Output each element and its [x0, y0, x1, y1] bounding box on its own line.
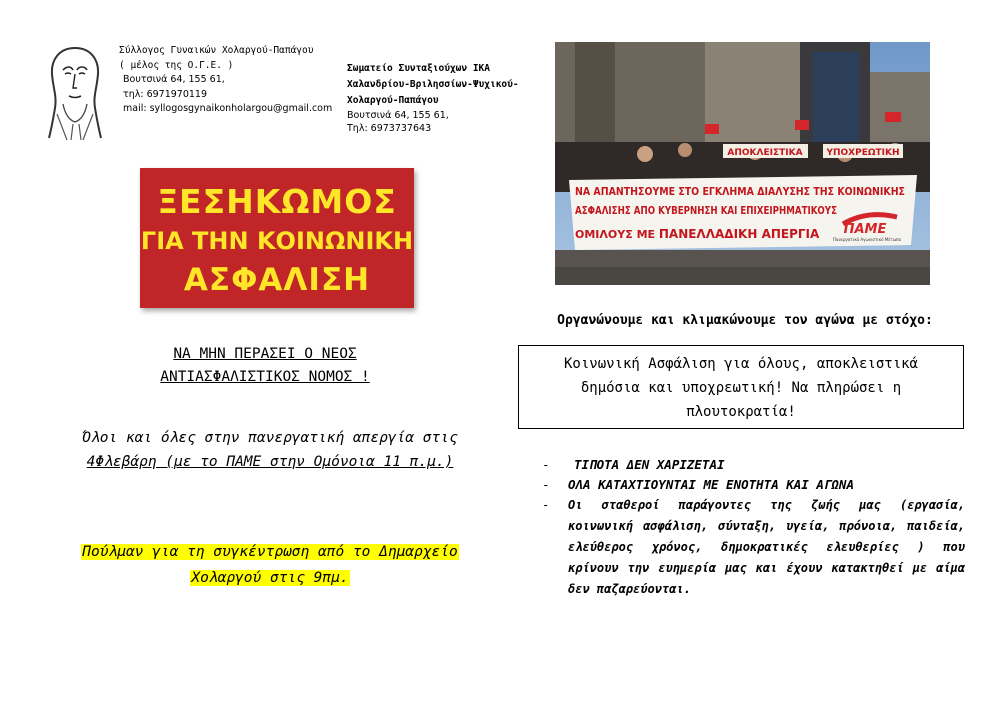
club1-member: ( μέλος της Ο.Γ.Ε. ) — [119, 59, 234, 71]
strike-call — [40, 426, 500, 474]
bus-line2: Χολαργού στις 9πμ. — [191, 570, 349, 586]
photo-banner-line2: ΑΣΦΑΛΙΣΗΣ ΑΠΟ ΚΥΒΕΡΝΗΣΗ ΚΑΙ ΕΠΙΧΕΙΡΗΜΑΤΙΚΟΥΣ — [575, 205, 837, 217]
club2-phone: Τηλ: 6973737643 — [347, 123, 432, 134]
pame-logo: ΠΑΜΕ — [843, 222, 887, 237]
bus-line1: Πούλμαν για τη συγκέντρωση από το Δημαρχείο — [82, 544, 458, 560]
slogan-line1: ΝΑ ΜΗΝ ΠΕΡΑΣΕΙ Ο ΝΕΟΣ — [173, 346, 357, 362]
list-item: - Οι σταθεροί παράγοντες της ζωής μας (εργασία, κοινωνική ασφάλιση, σύνταξη, υγεία, πρόνοια, παιδεία, ελεύθερος χρόνος, δημοκρατικές ελευθερίες ) που κρίνουν την ευημερία μας και έχουν κατακτηθεί με αίμα δεν παζαρεύονται. — [542, 498, 965, 596]
photo-banner-line3: ΟΜΙΛΟΥΣ ΜΕ ΠΑΝΕΛΛΑΔΙΚΗ ΑΠΕΡΓΙΑ — [575, 227, 820, 241]
goal-box — [518, 345, 964, 429]
pame-logo-subtitle: Πανεργατικό Αγωνιστικό Μέτωπο — [832, 237, 902, 242]
pensioners-union-header — [347, 61, 519, 135]
bus-notice — [40, 539, 500, 591]
club1-address: Βουτσινά 64, 155 61, — [123, 74, 225, 85]
photo-top-banner: ΑΠΟΚΛΕΙΣΤΙΚΑ — [727, 148, 803, 158]
club2-line2: Χαλανδρίου-Βριλησσίων-Ψυχικού- — [347, 79, 519, 90]
goal-intro: Οργανώνουμε και κλιμακώνουμε τον αγώνα με στόχο: — [557, 313, 933, 328]
list-item: - ΟΛΑ ΚΑΤΑΧΤΙΟΥΝΤΑΙ ΜΕ ΕΝΟΤΗΤΑ ΚΑΙ ΑΓΩΝΑ — [542, 477, 854, 492]
goal-line2: δημόσια και υποχρεωτική! Να πληρώσει η — [580, 380, 902, 396]
club1-email: mail: syllogosgynaikonholargou@gmail.com — [123, 103, 333, 114]
bullet-list — [540, 455, 965, 600]
banner-line1: ΞΕΣΗΚΩΜΟΣ — [157, 182, 397, 221]
slogan-line2: ΑΝΤΙΑΣΦΑΛΙΣΤΙΚΟΣ ΝΟΜΟΣ ! — [160, 369, 370, 385]
club1-phone: τηλ: 6971970119 — [123, 88, 208, 100]
women-association-logo — [43, 44, 107, 140]
club1-name: Σύλλογος Γυναικών Χολαργού-Παπάγου — [119, 45, 314, 56]
photo-banner-line1: ΝΑ ΑΠΑΝΤΗΣΟΥΜΕ ΣΤΟ ΕΓΚΛΗΜΑ ΔΙΑΛΥΣΗΣ ΤΗΣ ΚΟΙΝΩΝΙΚΗΣ — [575, 186, 905, 198]
women-association-header — [119, 44, 332, 117]
photo-top-banner2: ΥΠΟΧΡΕΩΤΙΚΗ — [826, 148, 900, 158]
goal-line3: πλουτοκρατία! — [686, 404, 796, 420]
uprising-banner — [140, 168, 414, 308]
club2-line3: Χολαργού-Παπάγου — [347, 95, 439, 106]
strike-line1: Όλοι και όλες στην πανεργατική απεργία στις — [82, 430, 458, 446]
protest-photo — [555, 42, 930, 285]
banner-line3: ΑΣΦΑΛΙΣΗ — [183, 262, 371, 298]
club2-address: Βουτσινά 64, 155 61, — [347, 110, 449, 121]
club2-line1: Σωματείο Συνταξιούχων ΙΚΑ — [347, 63, 490, 74]
goal-line1: Κοινωνική Ασφάλιση για όλους, αποκλειστικά — [563, 356, 918, 372]
list-item: - ΤΙΠΟΤΑ ΔΕΝ ΧΑΡΙΖΕΤΑΙ — [542, 457, 725, 472]
banner-line2: ΓΙΑ ΤΗΝ ΚΟΙΝΩΝΙΚΗ — [140, 227, 414, 255]
strike-line2: 4Φλεβάρη (με το ΠΑΜΕ στην Ομόνοια 11 π.μ.) — [86, 454, 454, 470]
slogan — [100, 343, 430, 389]
